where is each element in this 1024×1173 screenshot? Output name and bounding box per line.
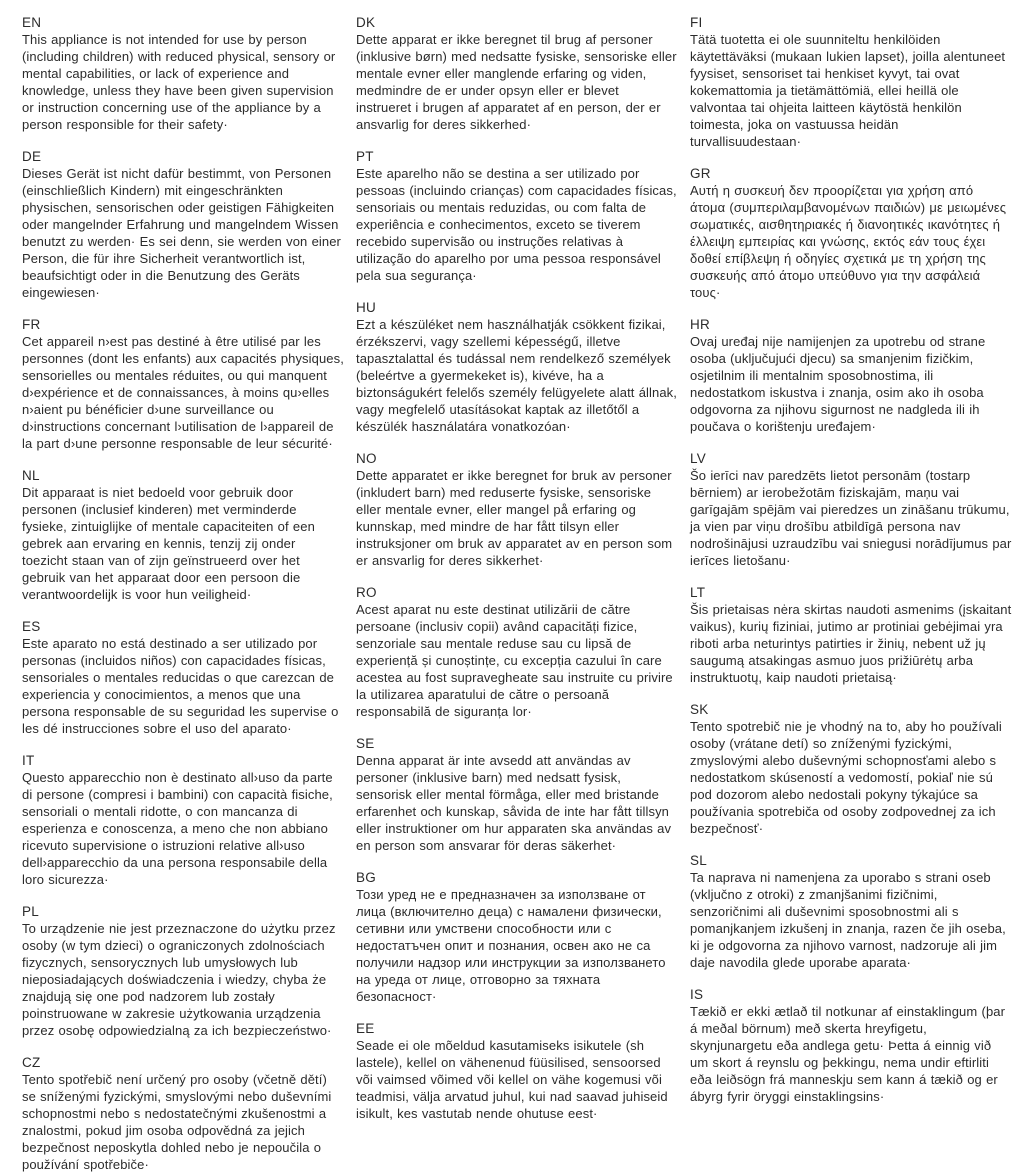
language-section (356, 1020, 678, 1122)
language-code-label: PT (356, 149, 374, 164)
language-code-label: FR (22, 317, 41, 332)
language-code-label: HU (356, 300, 376, 315)
language-code-label: NO (356, 451, 377, 466)
language-code-label: CZ (22, 1055, 41, 1070)
language-section (22, 14, 344, 133)
language-code-label: SK (690, 702, 709, 717)
language-section (356, 450, 678, 569)
language-section (690, 701, 1012, 837)
language-section (690, 14, 1012, 150)
language-code-label: IT (22, 753, 35, 768)
safety-text: Ezt a készüléket nem használhatják csökkent fizikai, érzékszervi, vagy szellemi képességű, illetve tapasztalattal és tudással nem rendelkező személyek (beleértve a gyermekeket is), kivéve, ha a biztonságukért felelős személy felügyelete alatt állnak, vagy megfelelő utasításokat kaptak az illetőtől a készülék használatára vonatkozóan· (356, 317, 677, 434)
safety-text: Questo apparecchio non è destinato all›uso da parte di persone (compresi i bambini) con capacità fisiche, sensoriali o mentali ridotte, o con mancanza di esperienza e conoscenza, a meno che non abbiano ricevuto supervisione o istruzioni relative all›uso dell›apparecchio da una persona responsabile della loro sicurezza· (22, 770, 333, 887)
language-code-label: RO (356, 585, 377, 600)
column-3 (690, 14, 1012, 1104)
language-code-label: FI (690, 15, 703, 30)
language-code-label: BG (356, 870, 376, 885)
safety-text: Ta naprava ni namenjena za uporabo s strani oseb (vključno z otroki) z zmanjšanimi fizičnimi, senzoričnimi ali duševnimi sposobnostmi ali s pomanjkanjem izkušenj in znanja, razen če jih oseba, ki je odgovorna za njihovo varnost, nadzoruje ali jim daje navodila glede uporabe aparata· (690, 870, 1006, 970)
safety-text: Este aparelho não se destina a ser utilizado por pessoas (incluindo crianças) com capacidades físicas, sensoriais ou mentais reduzidas, ou com falta de experiência e conhecimentos, exceto se tiverem recebido supervisão ou instruções relativas à utilização do aparelho por uma pessoa responsável pela sua segurança· (356, 166, 677, 283)
language-section (356, 148, 678, 284)
safety-text: Tækið er ekki ætlað til notkunar af einstaklingum (þar á meðal börnum) með skerta hreyfigetu, skynjunargetu eða andlega getu· Þetta á einnig við um skort á reynslu og þekkingu, nema undir eftirliti eða leiðsögn frá manneskju sem kann á tækið og er ábyrg fyrir öryggi einstaklingsins· (690, 1004, 1006, 1104)
language-section (690, 986, 1012, 1105)
language-code-label: HR (690, 317, 710, 332)
safety-text: Tento spotrebič nie je vhodný na to, aby ho používali osoby (vrátane detí) so zníženými fyzickými, zmyslovými alebo duševnými schopnosťami alebo s nedostatkom skúseností a vedomostí, pokiaľ nie sú pod dozorom alebo nedostali pokyny týkajúce sa používania spotrebiča od osoby zodpovednej za ich bezpečnosť· (690, 719, 1002, 836)
language-code-label: NL (22, 468, 40, 483)
language-code-label: LT (690, 585, 706, 600)
safety-text: Този уред не е предназначен за използване от лица (включително деца) с намалени физически, сетивни или умствени способности или с недостатъчен опит и познания, освен ако не са получили надзор или инструкции за използването на уреда от лице, отговорно за тяхната безопасност· (356, 887, 666, 1004)
language-section (22, 316, 344, 452)
safety-text: Seade ei ole mõeldud kasutamiseks isikutele (sh lastele), kellel on vähenenud füüsilised, sensoorsed või vaimsed võimed või kellel on vähe kogemusi või teadmisi, välja arvatud juhul, kui nad saavad juhiseid isikult, kes vastutab nende ohutuse eest· (356, 1038, 668, 1121)
language-code-label: EE (356, 1021, 375, 1036)
column-2 (356, 14, 678, 1121)
language-section (356, 299, 678, 435)
language-section (356, 584, 678, 720)
language-section (356, 735, 678, 854)
language-section (22, 1054, 344, 1173)
language-section (356, 869, 678, 1005)
safety-text: Cet appareil n›est pas destiné à être utilisé par les personnes (dont les enfants) aux capacités physiques, sensorielles ou mentales réduites, ou qui manquent d›expérience et de connaissances, à moins qu›elles n›aient pu bénéficier d›une surveillance ou d›instructions concernant l›utilisation de l›appareil de la part d›une personne responsable de leur sécurité· (22, 334, 344, 451)
language-section (690, 165, 1012, 301)
language-code-label: EN (22, 15, 42, 30)
language-code-label: GR (690, 166, 711, 181)
language-section (22, 903, 344, 1039)
language-section (22, 752, 344, 888)
safety-text: Αυτή η συσκευή δεν προορίζεται για χρήση από άτομα (συμπεριλαμβανομένων παιδιών) με μειωμένες σωματικές, αισθητηριακές ή διανοητικές ικανότητες ή έλλειψη εμπειρίας και γνώσης, εκτός εάν τους έχει δοθεί επίβλεψη ή οδηγίες σχετικά με τη χρήση της συσκευής από άτομο υπεύθυνο για την ασφάλειά τους· (690, 183, 1007, 300)
language-code-label: PL (22, 904, 39, 919)
safety-text: Acest aparat nu este destinat utilizării de către persoane (inclusiv copii) având capacități fizice, senzoriale sau mentale reduse sau cu lipsă de experiență și cunoștințe, cu excepția cazului în care acestea au fost supravegheate sau instruite cu privire la utilizarea aparatului de către o persoană responsabilă de siguranța lor· (356, 602, 673, 719)
language-section (690, 450, 1012, 569)
safety-text: Dette apparat er ikke beregnet til brug af personer (inklusive børn) med nedsatte fysiske, sensoriske eller mentale evner eller manglende erfaring og viden, medmindre de er under opsyn eller er blevet instrueret i brugen af apparatet af en person, der er ansvarlig for deres sikkerhed· (356, 32, 677, 132)
safety-text: Ovaj uređaj nije namijenjen za upotrebu od strane osoba (uključujući djecu) sa smanjenim fizičkim, osjetilnim ili mentalnim sposobnostima, ili nedostatkom iskustva i znanja, osim ako ih osoba odgovorna za njihovu sigurnost ne nadgleda ili ih poučava o korištenju uređajem· (690, 334, 986, 434)
language-section (22, 467, 344, 603)
language-code-label: ES (22, 619, 41, 634)
safety-text: Tento spotřebič není určený pro osoby (včetně dětí) se sníženými fyzickými, smyslovými nebo duševními schopnostmi nebo s nedostatečnými zkušenostmi a znalostmi, pokud jim osoba odpovědná za jejich bezpečnost neposkytla dohled nebo je nepoučila o používání spotřebiče· (22, 1072, 332, 1172)
safety-text: Denna apparat är inte avsedd att användas av personer (inklusive barn) med nedsatt fysisk, sensorisk eller mental förmåga, eller med bristande erfarenhet och kunskap, såvida de inte har fått tillsyn eller instruktioner om hur apparaten ska användas av en person som ansvarar för deras säkerhet· (356, 753, 672, 853)
language-code-label: SE (356, 736, 375, 751)
safety-text: Este aparato no está destinado a ser utilizado por personas (incluidos niños) con capacidades físicas, sensoriales o mentales reducidas o que carezcan de experiencia y conocimientos, a menos que una persona responsable de su seguridad les supervise o les dé instrucciones sobre el uso del aparato· (22, 636, 339, 736)
language-code-label: IS (690, 987, 704, 1002)
safety-text: Tätä tuotetta ei ole suunniteltu henkilöiden käytettäväksi (mukaan lukien lapset), joilla alentuneet fyysiset, sensoriset tai henkiset kyvyt, tai ovat kokemattomia ja tietämättömiä, ellei heillä ole valvontaa tai ohjeita laitteen käytöstä henkilön toimesta, joka on vastuussa heidän turvallisuudestaan· (690, 32, 1006, 149)
language-section (690, 316, 1012, 435)
safety-text: Šis prietaisas nėra skirtas naudoti asmenims (įskaitant vaikus), kurių fiziniai, jutimo ar protiniai gebėjimai yra riboti arba neturintys patirties ir žinių, nebent už jų saugumą atsakingas asmuo juos prižiūrėtų arba instruktuotų, kaip naudoti prietaisą· (690, 602, 1012, 685)
safety-text: Dette apparatet er ikke beregnet for bruk av personer (inkludert barn) med reduserte fysiske, sensoriske eller mentale evner, eller mangel på erfaring og kunnskap, med mindre de har fått tilsyn eller instruksjoner om bruk av apparatet av en person som er ansvarlig for deres sikkerhet· (356, 468, 673, 568)
language-code-label: DK (356, 15, 376, 30)
column-1 (22, 14, 344, 1172)
language-section (690, 584, 1012, 686)
language-section (356, 14, 678, 133)
language-section (690, 852, 1012, 971)
safety-text: Šo ierīci nav paredzēts lietot personām (tostarp bērniem) ar ierobežotām fiziskajām, maņu vai garīgajām spējām vai pieredzes un zināšanu trūkumu, ja vien par viņu drošību atbildīgā persona nav nodrošinājusi uzraudzību vai sniegusi norādījumus par ierīces lietošanu· (690, 468, 1012, 568)
language-code-label: SL (690, 853, 707, 868)
safety-text: Dit apparaat is niet bedoeld voor gebruik door personen (inclusief kinderen) met verminderde fysieke, zintuiglijke of mentale capaciteiten of een gebrek aan ervaring en kennis, tenzij zij onder toezicht staan van of zijn geïnstrueerd over het gebruik van het apparaat door een persoon die verantwoordelijk is voor hun veiligheid· (22, 485, 315, 602)
language-code-label: DE (22, 149, 42, 164)
safety-text: Dieses Gerät ist nicht dafür bestimmt, von Personen (einschließlich Kindern) mit eingeschränkten physischen, sensorischen oder geistigen Fähigkeiten oder mangelnder Erfahrung und mangelndem Wissen benutzt zu werden· Es sei denn, sie werden von einer Person, die für ihre Sicherheit verantwortlich ist, beaufsichtigt oder in die Benutzung des Geräts eingewiesen· (22, 166, 341, 300)
safety-text: To urządzenie nie jest przeznaczone do użytku przez osoby (w tym dzieci) o ograniczonych zdolnościach fizycznych, sensorycznych lub umysłowych lub nieposiadających doświadczenia i wiedzy, chyba że znajdują się one pod nadzorem lub zostały poinstruowane w zakresie użytkowania urządzenia przez osobę odpowiedzialną za ich bezpieczeństwo· (22, 921, 336, 1038)
safety-text: This appliance is not intended for use by person (including children) with reduced physical, sensory or mental capabilities, or lack of experience and knowledge, unless they have been given supervision or instruction concerning use of the appliance by a person responsible for their safety· (22, 32, 336, 132)
language-section (22, 618, 344, 737)
language-code-label: LV (690, 451, 706, 466)
language-section (22, 148, 344, 301)
